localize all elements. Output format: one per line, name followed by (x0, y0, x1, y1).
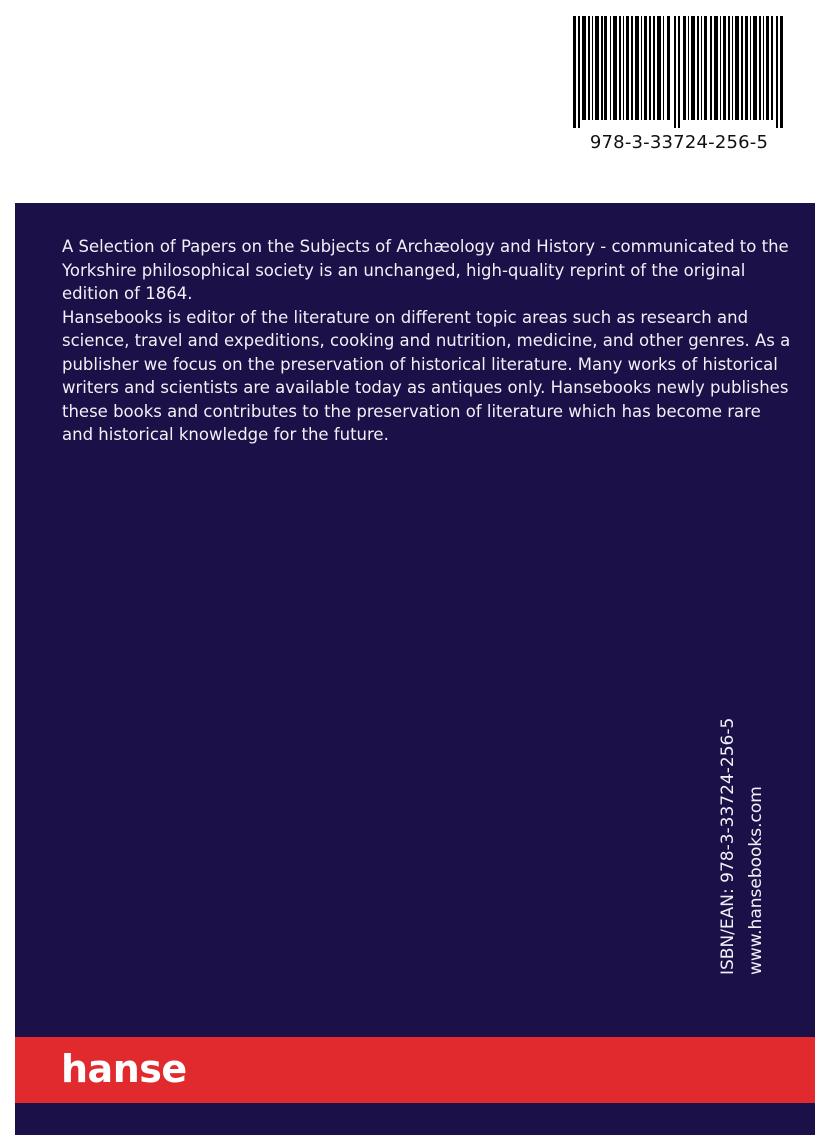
publisher-band (15, 1037, 815, 1103)
hanse-logo: hanse (61, 1047, 187, 1091)
cover-panel (15, 203, 815, 1135)
book-description (62, 235, 792, 447)
barcode-block (570, 14, 788, 159)
barcode-number: 978-3-33724-256-5 (589, 132, 769, 153)
description-paragraph-publisher: Hansebooks is editor of the literature on different topic areas such as research and science, travel and expeditions, cooking and nutrition, medicine, and other genres. As a publisher we focus on the preservation of historical literature. Many works of historical writers and scientists are available today as antiques only. Hansebooks newly publishes these books and contributes to the preservation of literature which has become rare and historical knowledge for the future. (62, 307, 791, 444)
vertical-info (718, 695, 798, 975)
publisher-website-text: www.hansebooks.com (746, 786, 766, 975)
description-paragraph-title: A Selection of Papers on the Subjects of Archæology and History - communicated to the Yorkshire philosophical society is an unchanged, high-quality reprint of the original edition of 1864. (62, 237, 789, 303)
barcode-icon (573, 16, 785, 128)
isbn-ean-text: ISBN/EAN: 978-3-33724-256-5 (718, 717, 738, 975)
